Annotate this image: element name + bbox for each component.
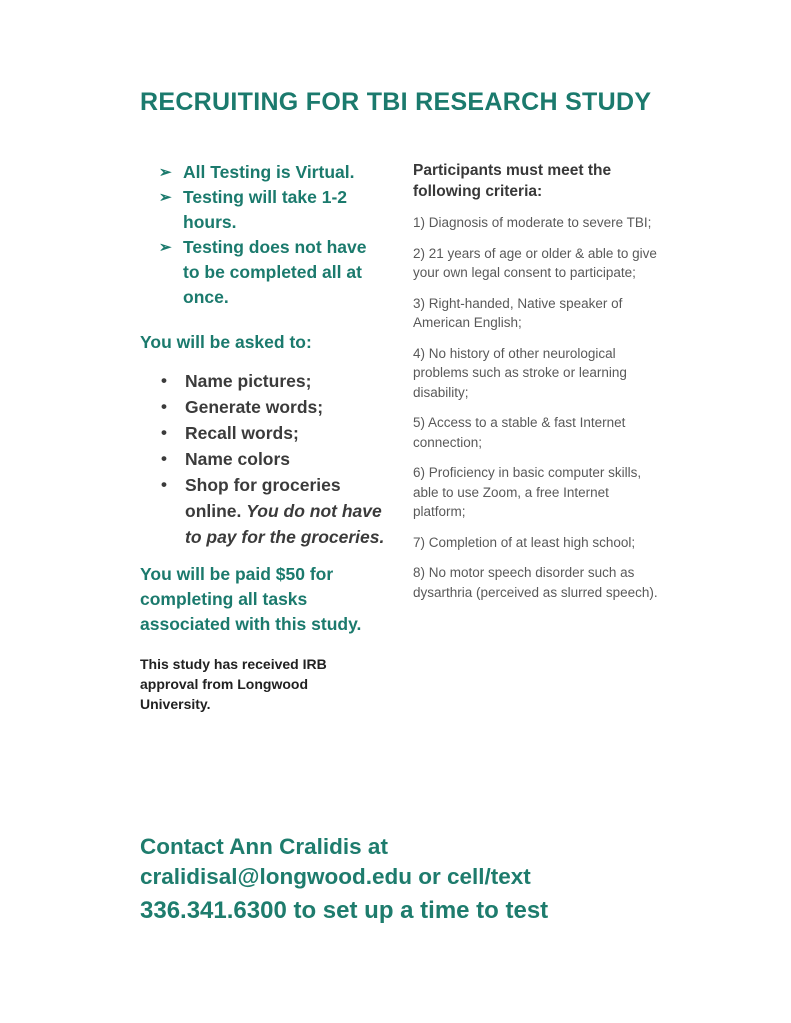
criteria-heading: Participants must meet the following criteria: <box>413 162 612 200</box>
criteria-item: 4) No history of other neurological problems such as stroke or learning disability; <box>413 345 627 400</box>
list-item <box>140 394 385 420</box>
list-item-text: Generate words; <box>185 397 324 417</box>
dot-bullet-icon: • <box>161 371 167 390</box>
list-item-text: Name colors <box>185 449 291 469</box>
contact-line-1: Contact Ann Cralidis at <box>140 834 388 859</box>
contact-block <box>140 832 548 927</box>
list-item <box>140 185 380 235</box>
left-column <box>140 160 390 714</box>
criteria-column <box>413 160 665 613</box>
criteria-item: 3) Right-handed, Native speaker of American English; <box>413 295 623 330</box>
list-item-shop-groceries <box>140 472 385 550</box>
arrow-bullet-icon: ➢ <box>159 164 172 181</box>
arrow-bullet-icon: ➢ <box>159 239 172 256</box>
list-item <box>140 160 380 185</box>
dot-bullet-icon: • <box>161 475 167 494</box>
list-item-text: Name pictures; <box>185 371 312 391</box>
criteria-item: 7) Completion of at least high school; <box>413 534 636 550</box>
list-item <box>140 368 385 394</box>
criteria-item: 2) 21 years of age or older & able to give your own legal consent to participate; <box>413 245 657 280</box>
list-item-text: Recall words; <box>185 423 299 443</box>
list-item-text-italic: You do not have to pay for the groceries. <box>185 501 385 547</box>
asked-to-heading: You will be asked to: <box>140 332 312 352</box>
dot-bullet-icon: • <box>161 397 167 416</box>
contact-line-2: cralidisal@longwood.edu or cell/text <box>140 864 531 889</box>
dot-bullet-icon: • <box>161 423 167 442</box>
list-item-text: Shop for groceries online. <box>185 475 341 521</box>
criteria-item: 5) Access to a stable & fast Internet connection; <box>413 415 626 450</box>
arrow-bullet-icon: ➢ <box>159 189 172 206</box>
criteria-item: 8) No motor speech disorder such as dysarthria (perceived as slurred speech). <box>413 565 658 600</box>
irb-approval-text: This study has received IRB approval from Longwood University. <box>140 656 327 712</box>
list-item <box>140 420 385 446</box>
list-item <box>140 446 385 472</box>
list-item-text: Testing does not have to be completed all at once. <box>183 237 367 307</box>
page-title: RECRUITING FOR TBI RESEARCH STUDY <box>140 88 652 116</box>
virtual-testing-list <box>140 160 390 310</box>
list-item <box>140 235 380 310</box>
list-item-text: Testing will take 1-2 hours. <box>183 187 348 232</box>
criteria-item: 1) Diagnosis of moderate to severe TBI; <box>413 215 652 230</box>
tasks-list <box>140 368 390 550</box>
contact-line-3: 336.341.6300 to set up a time to test <box>140 897 549 924</box>
payment-text: You will be paid $50 for completing all tasks associated with this study. <box>140 564 362 634</box>
list-item-text: All Testing is Virtual. <box>183 162 355 182</box>
dot-bullet-icon: • <box>161 449 167 468</box>
criteria-item: 6) Proficiency in basic computer skills, able to use Zoom, a free Internet platform; <box>413 465 642 519</box>
